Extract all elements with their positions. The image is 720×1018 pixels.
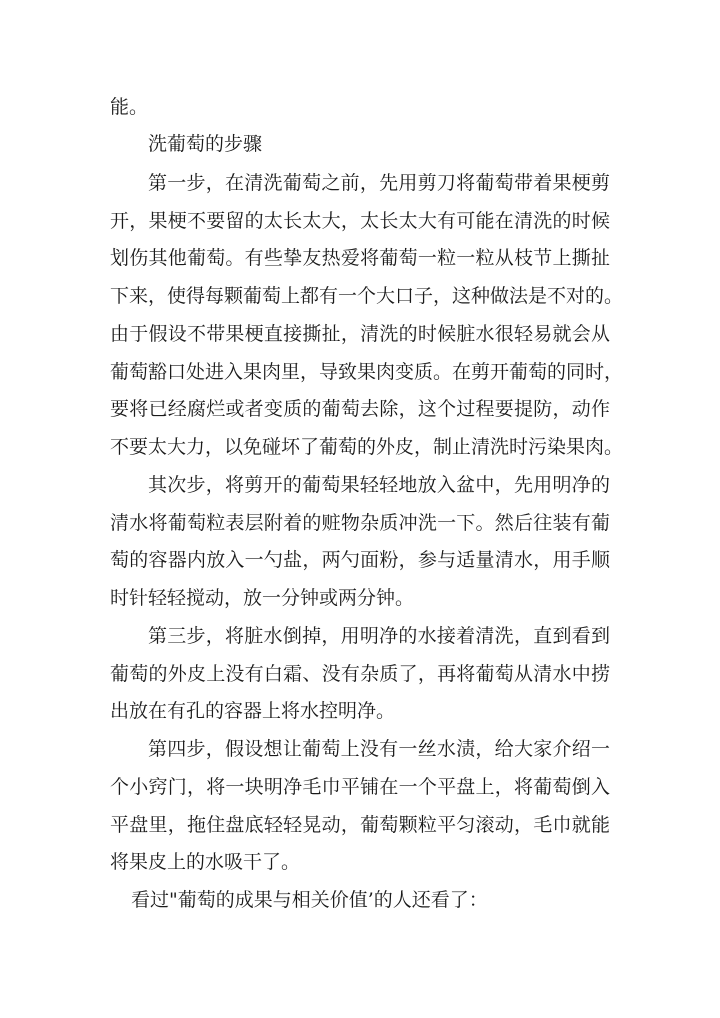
text-line: 出放在有孔的容器上将水控明净。	[110, 700, 396, 722]
text-line: 第四步，假设想让葡萄上没有一丝水渍，给大家介绍一	[148, 738, 610, 760]
text-line: 不要太大力，以免碰坏了葡萄的外皮，制止清洗时污染果肉。	[110, 436, 624, 458]
text-line: 能。	[110, 96, 149, 118]
text-line: 划伤其他葡萄。有些挚友热爱将葡萄一粒一粒从枝节上撕扯	[110, 247, 610, 269]
text-line: 清水将葡萄粒表层附着的赃物杂质冲洗一下。然后往装有葡	[110, 512, 610, 534]
text-line: 要将已经腐烂或者变质的葡萄去除，这个过程要提防，动作	[110, 398, 610, 420]
section-heading: 洗葡萄的步骤	[148, 133, 263, 155]
text-line: 个小窍门，将一块明净毛巾平铺在一个平盘上，将葡萄倒入	[110, 776, 610, 798]
text-line: 平盘里，拖住盘底轻轻晃动，葡萄颗粒平匀滚动，毛巾就能	[110, 814, 610, 836]
text-line: 下来，使得每颗葡萄上都有一个大口子，这种做法是不对的。	[110, 285, 624, 307]
text-line: 其次步，将剪开的葡萄果轻轻地放入盆中，先用明净的	[148, 474, 610, 496]
text-line: 第一步，在清洗葡萄之前，先用剪刀将葡萄带着果梗剪	[148, 172, 610, 194]
related-articles-heading: 看过"葡萄的成果与相关价值’的人还看了：	[131, 889, 488, 911]
text-line: 第三步，将脏水倒掉，用明净的水接着清洗，直到看到	[148, 625, 610, 647]
text-line: 将果皮上的水吸干了。	[110, 851, 301, 873]
text-line: 开，果梗不要留的太长太大，太长太大有可能在清洗的时候	[110, 210, 610, 232]
text-line: 萄的容器内放入一勺盐，两勺面粉，参与适量清水，用手顺	[110, 549, 610, 571]
text-line: 葡萄豁口处进入果肉里，导致果肉变质。在剪开葡萄的同时，	[110, 361, 624, 383]
text-line: 时针轻轻搅动，放一分钟或两分钟。	[110, 587, 415, 609]
text-line: 葡萄的外皮上没有白霜、没有杂质了，再将葡萄从清水中捞	[110, 663, 610, 685]
text-line: 由于假设不带果梗直接撕扯，清洗的时候脏水很轻易就会从	[110, 323, 610, 345]
